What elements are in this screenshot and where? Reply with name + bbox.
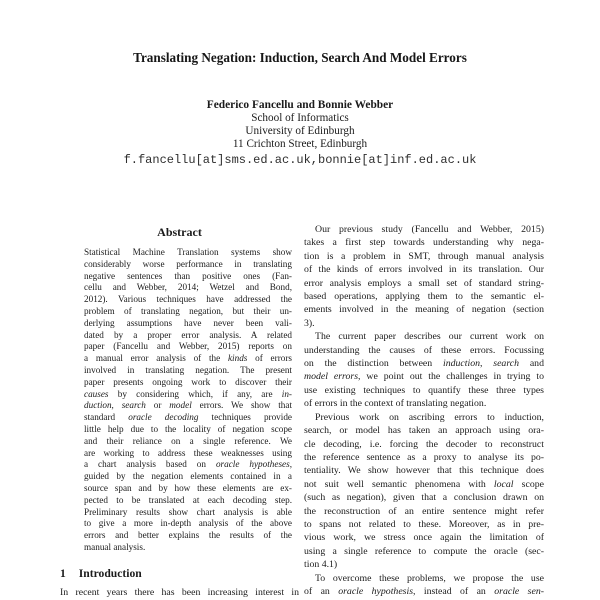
text-line: pected to be translated at each decoding step. [84, 494, 292, 505]
text-line: source span and by how these elements are ex- [84, 482, 292, 493]
abstract-body [60, 247, 299, 554]
text-line: error analysis employs a small set of standard string- [304, 277, 544, 289]
text-line: standard oracle decoding techniques provide [84, 412, 293, 423]
text-line: causes by considering which, if any, are in- [84, 388, 292, 399]
abstract-heading: Abstract [157, 225, 202, 239]
text-line: using a single reference to compute the oracle (sec- [304, 545, 544, 557]
text-line: duction, search or model errors. We show that [84, 400, 292, 411]
text-line: the reference sentence as a proxy to analyse its po- [304, 451, 544, 463]
text-line: on the distinction between induction, search and [304, 358, 544, 370]
affiliation-school: School of Informatics [251, 112, 349, 124]
text-line: manual analysis. [84, 541, 146, 552]
affiliation-university: University of Edinburgh [245, 125, 355, 137]
text-line: involved in translating negation. The present [84, 364, 292, 375]
text-line: negative sentences than positive ones (Fan- [84, 270, 292, 281]
text-line: a manual error analysis of the kinds of errors [84, 353, 292, 364]
text-line: vious work, we stress once again the limitation of [304, 532, 544, 544]
text-line: tion is a problem in SMT, through manual analysis [304, 250, 544, 262]
text-line: tion 4.1) [304, 559, 338, 571]
text-line: Preliminary results show chart analysis is able [84, 506, 292, 517]
paper-title: Translating Negation: Induction, Search And Model Errors [133, 50, 467, 65]
text-line: of the kinds of errors involved in its translation. Our [304, 264, 544, 276]
text-line: little help due to the locality of negation scope [84, 423, 292, 434]
text-line: use existing techniques to quantify these three types [304, 384, 544, 396]
text-line: To overcome these problems, we propose the use [315, 572, 544, 584]
text-line: The current paper describes our current work on [315, 331, 544, 343]
text-line: 3). [304, 317, 315, 329]
left-column [60, 225, 299, 599]
text-line: tentiality. We show however that this technique does [304, 465, 544, 477]
text-line: (such as negation), given that a conclusion drawn on [304, 492, 544, 504]
text-line: Statistical Machine Translation systems show [84, 247, 292, 257]
text-line: considerably worse performance in translating [84, 258, 292, 269]
text-line: search, or model has taken an approach using ora- [304, 425, 544, 437]
text-line: In recent years there has been increasing interest in [60, 586, 299, 598]
section-number: 1 [60, 566, 66, 580]
text-line: of an oracle hypothesis, instead of an oracle sen- [304, 585, 544, 597]
text-line: guided by the negation elements contained in a [84, 471, 292, 482]
text-line: the reconstruction of an entire sentence might refer [304, 505, 544, 517]
section-heading-introduction [60, 567, 299, 581]
text-line: a chart analysis based on oracle hypotheses, [84, 459, 292, 470]
affiliation-address: 11 Crichton Street, Edinburgh [232, 138, 368, 150]
text-line: 2012). Various techniques have addressed the [84, 294, 292, 305]
text-line: are working to address these weaknesses using [84, 447, 292, 458]
text-line: of errors in the context of translating negation. [304, 398, 487, 410]
text-line: understanding the causes of these errors. Focussing [304, 344, 544, 356]
text-line: paper presents ongoing work to discover their [84, 376, 292, 387]
text-line: cellu and Webber, 2014; Wetzel and Bond, [84, 282, 292, 293]
text-line: paper (Fancellu and Webber, 2015) reports on [84, 341, 292, 352]
author-names: Federico Fancellu and Bonnie Webber [206, 99, 394, 111]
email-line: f.fancellu[at]sms.ed.ac.uk,bonnie[at]inf.ed.ac.uk [123, 153, 477, 167]
text-line: to spans not related to these. Moreover, as in pre- [304, 518, 544, 530]
text-line: errors and better explains the results of the [84, 530, 292, 541]
text-line: based operations, applying them to the semantic el- [304, 291, 544, 303]
text-line: and their reliance on a single reference. We [84, 435, 292, 446]
text-line: model errors, we point out the challenges in trying to [304, 371, 544, 383]
section-title: Introduction [78, 566, 142, 580]
text-line: Previous work on ascribing errors to induction, [315, 411, 544, 423]
text-line: ements involved in the meaning of negation (section [304, 304, 544, 316]
right-column [304, 223, 544, 598]
text-line: derlying assumptions have never been vali- [84, 317, 292, 328]
introduction-paragraph [60, 586, 299, 599]
text-line: not suit well semantic phenomena with local scope [304, 478, 544, 490]
author-block [0, 98, 600, 167]
text-line: Our previous study (Fancellu and Webber, 2015) [315, 224, 544, 235]
text-line: to give a more in-depth analysis of the above [84, 518, 292, 529]
text-line: cle decoding, i.e. forcing the decoder to reconstruct [304, 438, 544, 450]
text-line: takes a first step towards understanding why nega- [304, 237, 544, 249]
text-line: dated by a proper error analysis. A related [84, 329, 292, 340]
text-line: problem of translating negation, but their un- [84, 305, 292, 316]
